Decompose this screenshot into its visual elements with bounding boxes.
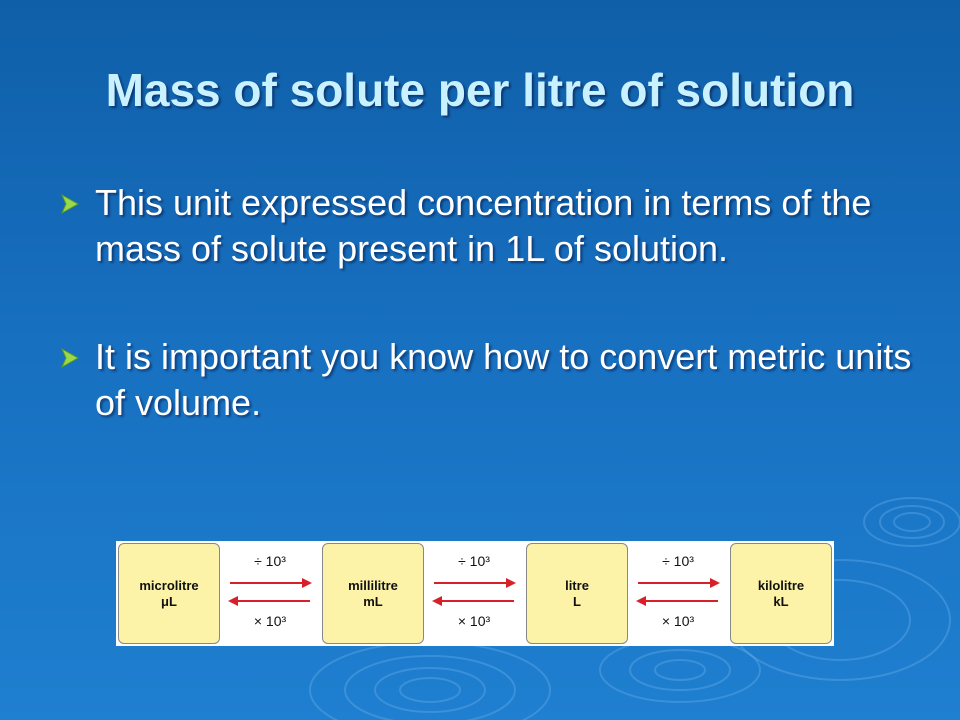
unit-name: litre bbox=[565, 577, 589, 593]
conversion-litre-kilo bbox=[628, 541, 728, 646]
multiply-label: × 10³ bbox=[457, 613, 491, 629]
unit-box-kilolitre bbox=[730, 543, 832, 644]
bullet-item bbox=[58, 334, 918, 426]
unit-symbol: L bbox=[573, 593, 581, 609]
unit-symbol: mL bbox=[363, 593, 383, 609]
conversion-arrows-icon bbox=[424, 541, 524, 646]
arrow-bullet-icon bbox=[58, 192, 82, 216]
multiply-label: × 10³ bbox=[253, 613, 287, 629]
divide-label: ÷ 10³ bbox=[254, 553, 286, 569]
conversion-milli-litre bbox=[424, 541, 524, 646]
bullet-item bbox=[58, 180, 918, 272]
bullet-text: This unit expressed concentration in terms of the mass of solute present in 1L of solution. bbox=[95, 182, 872, 269]
divide-label: ÷ 10³ bbox=[662, 553, 694, 569]
conversion-arrows-icon bbox=[628, 541, 728, 646]
arrow-bullet-icon bbox=[58, 346, 82, 370]
unit-box-millilitre bbox=[322, 543, 424, 644]
unit-symbol: kL bbox=[773, 593, 789, 609]
conversion-micro-milli bbox=[220, 541, 320, 646]
unit-symbol: μL bbox=[161, 593, 177, 609]
divide-label: ÷ 10³ bbox=[458, 553, 490, 569]
unit-box-microlitre bbox=[118, 543, 220, 644]
volume-conversion-diagram bbox=[116, 541, 834, 646]
bullet-text: It is important you know how to convert metric units of volume. bbox=[95, 336, 912, 423]
slide-title: Mass of solute per litre of solution bbox=[105, 64, 855, 116]
conversion-arrows-icon bbox=[220, 541, 320, 646]
unit-name: kilolitre bbox=[757, 577, 805, 593]
bullet-list bbox=[58, 180, 918, 426]
unit-name: microlitre bbox=[139, 577, 199, 593]
unit-name: millilitre bbox=[348, 577, 398, 593]
multiply-label: × 10³ bbox=[661, 613, 695, 629]
unit-box-litre bbox=[526, 543, 628, 644]
